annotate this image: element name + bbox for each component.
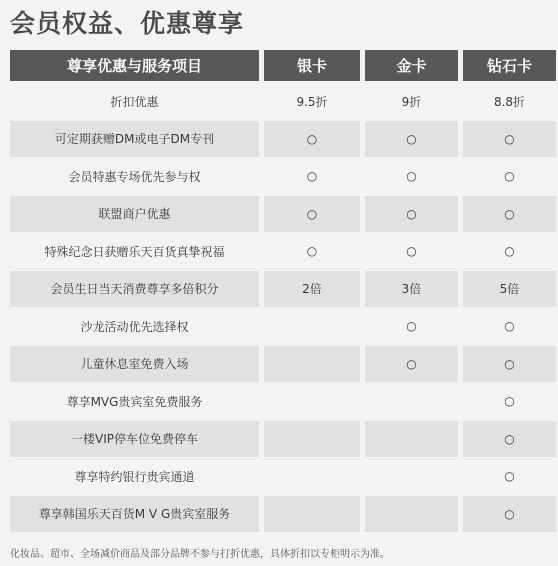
- diamond-value: 5倍: [463, 271, 556, 309]
- diamond-value: ○: [463, 458, 556, 496]
- silver-value: [264, 458, 360, 496]
- gold-value: ○: [365, 121, 458, 159]
- diamond-value: ○: [463, 121, 556, 159]
- row-label: 会员生日当天消费尊享多倍积分: [10, 271, 259, 309]
- gold-value: ○: [365, 308, 458, 346]
- silver-value: 9.5折: [264, 83, 360, 121]
- silver-value: [264, 308, 360, 346]
- diamond-value: ○: [463, 496, 556, 534]
- header-gold-card: 金卡: [365, 50, 458, 81]
- row-label: 特殊纪念日获赠乐天百货真挚祝福: [10, 233, 259, 271]
- diamond-value: ○: [463, 308, 556, 346]
- silver-value: ○: [264, 121, 360, 159]
- row-label: 尊享MVG贵宾室免费服务: [10, 383, 259, 421]
- row-label: 沙龙活动优先选择权: [10, 308, 259, 346]
- row-label: 会员特惠专场优先参与权: [10, 158, 259, 196]
- gold-value: [365, 458, 458, 496]
- silver-value: [264, 346, 360, 384]
- gold-value: ○: [365, 196, 458, 234]
- gold-value: ○: [365, 233, 458, 271]
- benefits-table: [10, 50, 551, 533]
- gold-value: [365, 383, 458, 421]
- header-silver-card: 银卡: [264, 50, 360, 81]
- diamond-value: 8.8折: [463, 83, 556, 121]
- silver-value: [264, 421, 360, 459]
- gold-value: 3倍: [365, 271, 458, 309]
- gold-value: 9折: [365, 83, 458, 121]
- diamond-value: ○: [463, 421, 556, 459]
- row-label: 儿童休息室免费入场: [10, 346, 259, 384]
- silver-value: ○: [264, 158, 360, 196]
- header-diamond-card: 钻石卡: [463, 50, 556, 81]
- silver-value: [264, 496, 360, 534]
- page-title: 会员权益、优惠尊享: [10, 9, 245, 38]
- diamond-value: ○: [463, 346, 556, 384]
- row-label: 折扣优惠: [10, 83, 259, 121]
- silver-value: [264, 383, 360, 421]
- gold-value: ○: [365, 346, 458, 384]
- diamond-value: ○: [463, 233, 556, 271]
- row-label: 联盟商户优惠: [10, 196, 259, 234]
- silver-value: ○: [264, 233, 360, 271]
- footnote: 化妆品、超市、全场减价商品及部分品牌不参与打折优惠，具体折扣以专柜明示为准。: [10, 549, 390, 560]
- diamond-value: ○: [463, 196, 556, 234]
- gold-value: [365, 496, 458, 534]
- silver-value: 2倍: [264, 271, 360, 309]
- row-label: 尊享特约银行贵宾通道: [10, 458, 259, 496]
- diamond-value: ○: [463, 158, 556, 196]
- gold-value: ○: [365, 158, 458, 196]
- row-label: 尊享韩国乐天百货M V G贵宾室服务: [10, 496, 259, 534]
- row-label: 可定期获赠DM或电子DM专刊: [10, 121, 259, 159]
- silver-value: ○: [264, 196, 360, 234]
- row-label: 一楼VIP停车位免费停车: [10, 421, 259, 459]
- header-item-column: 尊享优惠与服务项目: [10, 50, 259, 81]
- diamond-value: ○: [463, 383, 556, 421]
- gold-value: [365, 421, 458, 459]
